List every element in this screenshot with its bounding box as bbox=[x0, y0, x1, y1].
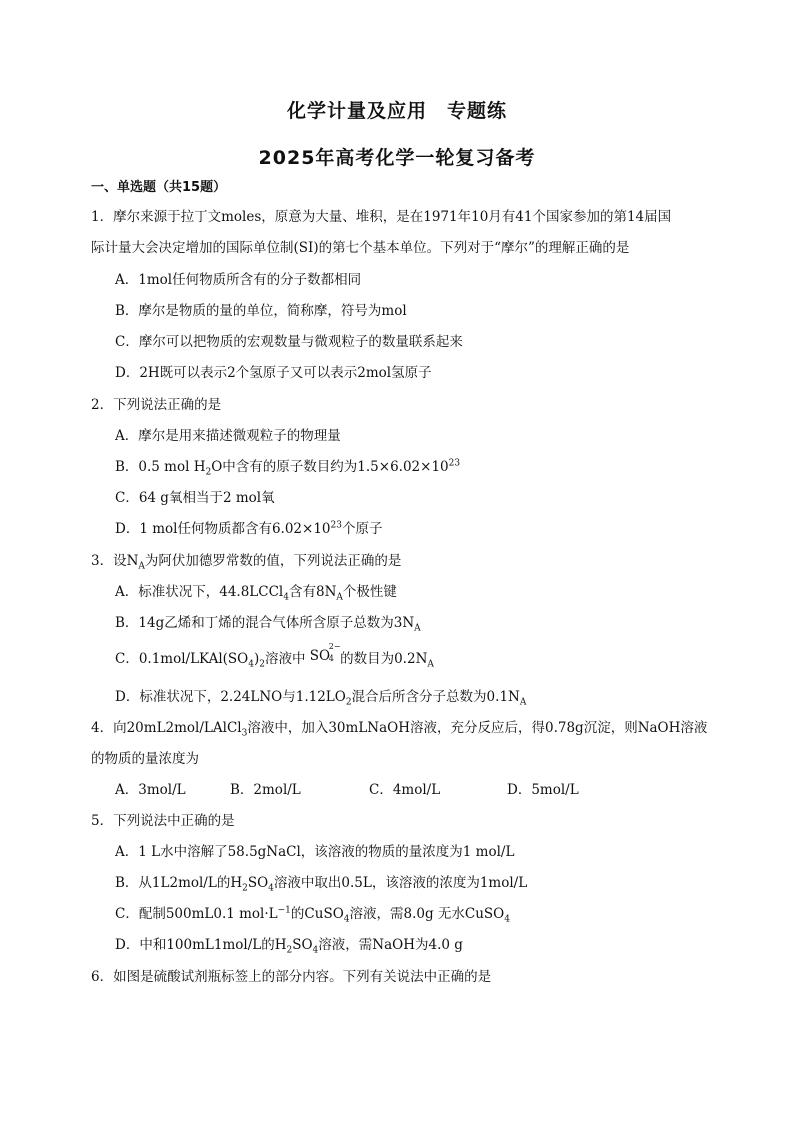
q1-option-d: D．2H既可以表示2个氢原子又可以表示2mol氢原子 bbox=[115, 365, 432, 381]
q2-option-c: C．64 g氧相当于2 mol氧 bbox=[115, 490, 275, 506]
q4-option-d: D．5mol/L bbox=[507, 782, 579, 798]
q3-option-a: A．标准状况下，44.8LCCl$_4$含有$8N_A$个极性键 bbox=[115, 584, 397, 603]
section-heading: 一、单选题（共15题） bbox=[91, 180, 227, 195]
sulfate-ion: SO 2− 4 bbox=[309, 642, 341, 664]
q4-option-c: C．4mol/L bbox=[369, 782, 441, 798]
q5-stem: 5．下列说法中正确的是 bbox=[91, 813, 235, 829]
q4-option-a: A．3mol/L bbox=[115, 782, 186, 798]
q5-option-a: A．1 L水中溶解了58.5gNaCl，该溶液的物质的量浓度为1 mol/L bbox=[115, 844, 515, 860]
q5-option-c: C．配制500mL0.1 $mol\cdot L^{-1}$的CuSO$_4$溶液，需8.0g 无水CuSO$_4$ bbox=[115, 905, 510, 925]
q4-stem-line1: 4．向20mL2mol/LAlCl$_3$溶液中，加入30mLNaOH溶液，充分反应后，得0.78g沉淀，则NaOH溶液 bbox=[91, 720, 708, 739]
q5-option-d: D．中和100mL1mol/L的$H_2SO_4$溶液，需NaOH为4.0 g bbox=[115, 937, 463, 956]
q1-stem-line2: 际计量大会决定增加的国际单位制(SI)的第七个基本单位。下列对于“摩尔”的理解正确的是 bbox=[91, 240, 630, 256]
q1-stem-line1: 1．摩尔来源于拉丁文moles，原意为大量、堆积，是在1971年10月有41个国家参加的第14届国 bbox=[91, 209, 672, 225]
q6-stem: 6．如图是硫酸试剂瓶标签上的部分内容。下列有关说法中正确的是 bbox=[91, 969, 492, 985]
title-main: 化学计量及应用 bbox=[286, 100, 427, 122]
q2-stem: 2．下列说法正确的是 bbox=[91, 397, 222, 413]
q5-option-b: B．从1L2mol/L的$H_2SO_4$溶液中取出0.5L，该溶液的浓度为1mol/L bbox=[115, 875, 528, 894]
q4-options-row bbox=[115, 778, 675, 796]
q4-option-b: B．2mol/L bbox=[230, 782, 301, 798]
q3-option-b: B．14g乙烯和丁烯的混合气体所含原子总数为$3N_A$ bbox=[115, 615, 421, 634]
q3-option-c: C．$0.1mol/LKAl(SO_4)_2$溶液中 SO 2− 4 的数目为$0.2N_A$ bbox=[115, 642, 434, 670]
q2-option-b: B．0.5 mol $H_2O$中含有的原子数目约为$1.5\times 6.02\times 10^{23}$ bbox=[115, 458, 461, 478]
q4-stem-line2: 的物质的量浓度为 bbox=[91, 751, 199, 767]
q3-option-d: D．标准状况下，2.24LNO与$1.12LO_2$混合后所含分子总数为$0.1N_A$ bbox=[115, 689, 527, 708]
page-subtitle: 2025年高考化学一轮复习备考 bbox=[258, 147, 536, 169]
q1-option-c: C．摩尔可以把物质的宏观数量与微观粒子的数量联系起来 bbox=[115, 334, 463, 350]
q1-option-b: B．摩尔是物质的量的单位，简称摩，符号为mol bbox=[115, 303, 407, 319]
q2-option-a: A．摩尔是用来描述微观粒子的物理量 bbox=[115, 428, 341, 444]
title-sub: 专题练 bbox=[447, 100, 508, 122]
q1-option-a: A．1mol任何物质所含有的分子数都相同 bbox=[115, 272, 362, 288]
q2-option-d: D．1 mol任何物质都含有$6.02\times 10^{23}$个原子 bbox=[115, 520, 383, 537]
page-title bbox=[0, 96, 794, 123]
q3-stem: 3．设$N_A$为阿伏加德罗常数的值，下列说法正确的是 bbox=[91, 553, 402, 572]
